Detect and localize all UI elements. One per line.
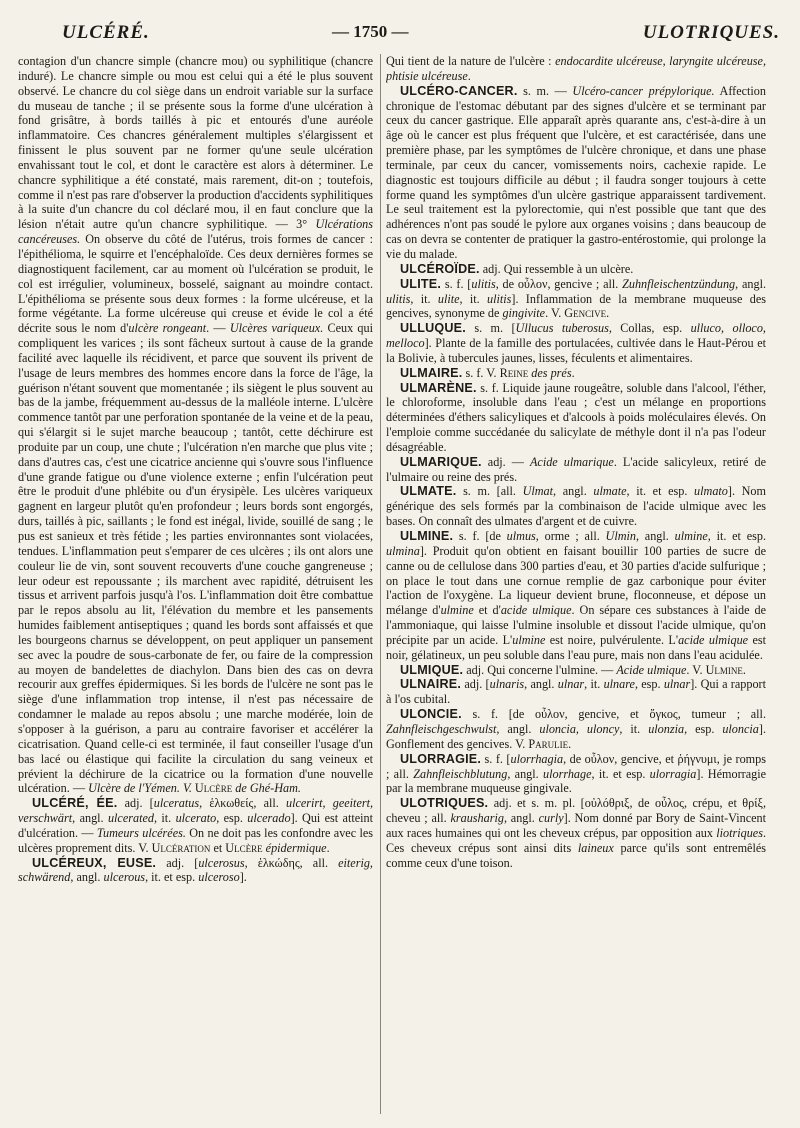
italic-text: ulnar [557,677,585,692]
entry-text: , de οὖλον, gencive ; all. [495,276,623,291]
entry-text: ]. Inflammation de la membrane muqueuse des gencives, synonyme de [386,291,766,321]
entry-text: , angl. [72,811,108,826]
italic-text: ulnare [603,677,635,692]
entry-text: ]. Qui a rapport à l'os cubital. [386,677,766,707]
entry-text: adj. [ [461,677,490,692]
entry-text: et d' [473,603,501,618]
small-caps-reference: Ulcère [194,781,233,796]
italic-text: Ulcérations cancéreuses. [18,217,373,247]
entry-text: s. f. Liquide jaune rougeâtre, soluble dans l'alcool, l'éther, le chloroforme, insoluble dans l'eau ; c'est un mélange en proportions déterminées d'éthers salicyliques et d'alcools à poids moléculaires élevés. On l'emploie comme succédanée du salicylate de méthyle dont il n'a pas l'odeur désagréable. [386,380,766,454]
dictionary-entry [386,752,766,797]
entry-text: , esp. [634,677,664,692]
entry-text: , it. et esp. [145,870,199,885]
italic-text: Ulmat [522,484,554,499]
headword: ULMARIQUE. [400,454,482,469]
entry-text: s. f. [de [453,529,507,543]
italic-text: ulitis [471,276,496,291]
entry-text: s. m. [ [465,321,516,336]
entry-text: ]. Produit qu'on obtient en faisant bouillir 100 parties de sucre de canne ou de cellulose dans 300 parties d'eau, et 30 parties d'acide sulfurique ; on place le tout dans une cornue remplie de gaz carbonique pour éviter l'action de l'oxygène. La liqueur devient brune, floconneuse, et dépose un mélange d' [386,543,766,618]
italic-text: ulorragia [649,766,697,781]
entry-text: s. f. [ [481,751,511,766]
entry-text: adj. [ [117,796,154,811]
entry-text: , it. et esp. [626,484,695,499]
small-caps-reference: Parulie [528,736,569,751]
headword: ULCÉRO-CANCER. [400,83,518,98]
entry-text: Affection chronique de l'estomac débutant par des signes d'ulcère et se terminant par ceux du cancer gastrique. Elle apparaît après quarante ans, c'est-à-dire à un âge où le cancer est plus fréquent que l'ulcère, et est caractérisée, dans une première phase, par les symptômes de l'ulcère chronique, et dans une phase terminale, par ceux du cancer, vomissements noirs, cachexie rapide. Le diagnostic est toujours difficile au début ; il faudra songer toujours à cette forme quand les symptômes d'un ulcère gastrique apparaissent tardivement. Le seul traitement est la pylorectomie, qui n'est possible que tant que des adhérences n'ont pas soudé le pylore aux organes voisins ; dans beaucoup de cas on devra se contenter de pratiquer la gastro-entérostomie, qui prolonge la vie du malade. [386,83,766,261]
italic-text: des prés [531,365,572,380]
dictionary-entry [386,262,766,277]
italic-text: Ulcéro-cancer prépylorique. [572,83,715,98]
entry-text: . [467,68,471,83]
entry-text: . On sépare ces substances à l'aide de l'ammoniaque, qui laisse l'ulmine insoluble et dissout l'acide ulmique, qu'on précipite par un acide. L' [386,603,766,647]
entry-text: adj. Qui concerne l'ulmine. — [463,662,617,677]
entry-text: , angl. [636,529,675,543]
italic-text: Ulmin [605,529,636,543]
headword: ULMARÈNE. [400,380,477,395]
headword: ULITE. [400,276,442,291]
right-column [386,54,766,1114]
italic-text: liotriques [716,825,763,840]
entry-text: Ceux qui compliquent les varices ; ils sont fâcheux surtout à cause de la grande facilité avec laquelle ils récidivent, et parce que souvent ils privent de l'usage de leurs membres des hommes encore dans la force de l'âge, la guérison n'étant souvent que momentanée ; ils siègent le plus souvent au bas de la jambe, fréquemment au-dessus de la malléole interne. L'ulcère commence tantôt par une perforation spontanée de la veine et de la peau, qui s'élargit si le sujet marche beaucoup ; tantôt, cette déchirure est produite par un coup, une chute ; l'ulcération n'en marche que plus vite ; dans d'autres cas, c'est une cicatrice ancienne qui s'ouvre sous l'influence d'une grande fatigue ou d'une violence externe ; enfin l'ulcération peut être le produit d'une phlébite ou d'un érysipèle. Les ulcères variqueux gagnent en largeur plutôt qu'en profondeur ; leurs bords sont engorgés, durs, taillés à pic, saillants ; le fond est inégal, livide, souillé de sang ; le pus est sanieux et très fétide ; les parties environnantes sont violacées, tendues. L'inflammation peut s'emparer de ces ulcères ; ils ont alors une couleur lie de vin, sont souvent recouverts d'une couche gangreneuse ; leur odeur est repoussante ; ils marchent avec rapidité, détruisent les tissus et arrivent parfois jusqu'à l'os. L'inflammation doit être combattue par le repos absolu au lit, l'élévation du membre et les pansements humides faiblement antiseptiques ; quand les bords sont affaissés et que les bourgeons charnus se développent, on peut appliquer un pansement sec avec la poudre de sous-carbonate de fer, ou faire de la compression au moyen de bandelettes de diachylon. Dans bien des cas on devra recourir aux greffes épidermiques. Si les bords de l'ulcère ne sont pas le siège d'une inflammation trop intense, il n'est pas nécessaire de condamner le malade au repos absolu ; une marche modérée, loin de s'opposer à la guérison, a paru au contraire favoriser et accélérer la cicatrisation. Quand celle-ci est terminée, il faut conseiller l'usage d'un bas lacé ou élastique qui facilite la circulation du sang veineux et prévient la déchirure de la cicatrice ou la formation d'une nouvelle ulcération. — [18,321,373,796]
entry-text: s. m. — [517,83,573,98]
italic-text: acide ulmique [678,632,749,647]
entry-text: , it. [410,291,438,306]
small-caps-reference: Ulmine [705,662,743,677]
entry-text: . [571,365,575,380]
entry-text: . Ces cheveux crépus sont ainsi dits [386,825,766,855]
entry-text: , Collas, esp. [608,321,691,336]
entry-text: ]. Nom donné par Bory de Saint-Vincent aux races humaines qui ont les cheveux crépus, par opposition aux [386,811,766,840]
italic-text: ulcerirt, geeitert, verschwärt [18,796,373,826]
entry-text: adj. — [481,454,530,469]
italic-text: ulceroso [198,870,240,885]
headword: ULCÉREUX, EUSE. [32,855,157,870]
small-caps-reference: Ulcère [225,840,263,855]
entry-text: , angl. [524,677,558,692]
entry-text: parce qu'ils sont entremêlés comme ceux d'une toison. [386,840,766,870]
italic-text: Acide ulmique [616,662,687,677]
headword: ULMAIRE. [400,365,463,380]
italic-text: Zuhnfleischentzündung [622,276,736,291]
entry-text: s. f. V. [462,365,500,380]
dictionary-entry [386,84,766,262]
italic-text: ulmine [512,632,546,647]
italic-text: curly [538,811,564,826]
italic-text: de Ghé-Ham. [232,781,301,796]
italic-text: ulcerosus [198,855,245,870]
italic-text: ulnar [663,677,691,692]
entry-text: , angl. [496,721,540,736]
running-header [0,16,800,50]
italic-text: endocardite ulcéreuse, laryngite ulcéreuse, phtisie ulcéreuse [386,54,766,83]
entry-text: , angl. [70,870,104,885]
italic-text: ulcerato [175,811,217,826]
entry-text: , it. et esp. [707,529,766,543]
headword: ULONCIE. [400,707,462,722]
italic-text: uloncia [722,721,759,736]
headword: ULMINE. [400,529,454,543]
entry-text: , angl. [735,276,766,291]
small-caps-reference: Reine [499,365,529,380]
entry-text: , angl. [507,766,543,781]
entry-text: On observe du côté de l'utérus, trois formes de cancer : l'épithélioma, le squirre et l'encéphaloïde. Ces deux dernières formes se diagnostiquent facilement, car au moment où l'ulcération se produit, le col est irrégulier, volumineux, bosselé, saignant au moindre contact. L'épithélioma se présente sous deux formes : la forme ulcéreuse, et la forme végétante. La forme ulcéreuse qui creuse et évide le col a été décrite sous le nom d' [18,232,373,336]
italic-text: ulcère rongeant [128,321,207,336]
italic-text: ulcerado [247,811,291,826]
italic-text: ulluco, olloco, melloco [386,321,766,351]
italic-text: Zahnfleischgeschwulst [386,721,497,736]
entry-text: est noire, pulvérulente. L' [545,632,679,647]
entry-text: adj. [ [156,855,199,870]
italic-text: Tumeurs ulcérées. [96,825,186,840]
headword: ULCÉRÉ, ÉE. [32,796,118,811]
entry-text: , ἑλκώδης, all. [244,855,339,870]
entry-text: , it. et esp. [591,766,650,781]
italic-text: ulitis [386,291,411,306]
italic-text: ulmine [440,603,474,618]
italic-text: ulitis [487,291,512,306]
entry-text: , esp. [684,721,723,736]
entry-text: s. m. [all. [456,484,523,499]
dictionary-entry [18,796,373,855]
italic-text: Zahnfleischblutung [413,766,508,781]
headword: ULMATE. [400,484,457,499]
entry-text: . — [206,321,230,336]
left-column [18,54,373,1114]
entry-continuation [18,54,373,796]
italic-text: Ulcères variqueux. [229,321,324,336]
headword: ULNAIRE. [400,677,462,692]
entry-text: . [606,306,610,321]
entry-text: . [568,736,572,751]
dictionary-entry [386,663,766,678]
entry-text: , orme ; all. [535,529,606,543]
italic-text: ulnaris [489,677,525,692]
entry-text: . [326,840,330,855]
entry-text: adj. Qui ressemble à un ulcère. [479,261,634,276]
italic-text: ulorrhagia [510,751,564,766]
entry-text: . L'acide salicyleux, retiré de l'ulmaire ou reine des prés. [386,454,766,484]
small-caps-reference: Ulcération [151,840,211,855]
italic-text: ulmate [593,484,627,499]
entry-text: , it. [619,721,649,736]
dictionary-entry [386,677,766,707]
headword: ULCÉROÏDE. [400,261,480,276]
headword: ULOTRIQUES. [400,796,489,811]
header-right-guideword: ULOTRIQUES. [642,22,780,43]
dictionary-entry [386,484,766,529]
italic-text: ulite [437,291,460,306]
entry-text: ]. Plante de la famille des portulacées, cultivée dans le Haut-Pérou et la Bolivie, à tubercules jaunes, lisses, féculents et alimentaires. [386,336,766,365]
italic-text: ulorrhage [543,766,592,781]
entry-text: , angl. [503,811,539,826]
column-divider [380,54,381,1114]
italic-text: ulmato [694,484,728,499]
dictionary-entry [386,707,766,752]
dictionary-entry [386,455,766,485]
header-left-guideword: ULCÉRÉ. [62,22,150,43]
entry-text: ]. Qui est atteint d'ulcération. — [18,811,373,840]
entry-text: s. f. [ [441,276,472,291]
entry-text: ]. Gonflement des gencives. V. [386,721,766,751]
italic-text: krausharig [450,811,504,826]
italic-text: Acide ulmarique [529,454,614,469]
entry-text: . V. [545,306,565,321]
dictionary-entry [386,529,766,663]
entry-text: . [742,662,746,677]
entry-continuation [386,54,766,84]
dictionary-entry [386,366,766,381]
dictionary-entry [18,856,373,886]
entry-text: ]. Hémorragie par la membrane muqueuse gingivale. [386,766,766,796]
entry-text: , it. [153,811,176,826]
entry-text: ]. [239,870,247,885]
italic-text: eiterig, schwärend [18,855,373,885]
entry-text: et [210,840,226,855]
italic-text: laineux [577,840,614,855]
italic-text: ulcerous [103,870,146,885]
dictionary-entry [386,321,766,366]
italic-text: Ullucus tuberosus [515,321,609,336]
entry-text: , de οὖλον, gencive, et ῥήγνυμι, je romps ; all. [386,751,766,781]
italic-text: ulceratus [153,796,200,811]
entry-text: s. f. [de οὖλον, gencive, et ὄγκος, tumeur ; all. [461,707,766,722]
italic-text: épidermique [265,840,327,855]
entry-text: ]. Nom générique des sels formés par la combinaison de l'acide ulmique avec les bases. On connaît des ulmates d'argent et de cuivre. [386,484,766,529]
italic-text: ulmus [506,529,536,543]
dictionary-entry [386,277,766,322]
entry-text: , ἑλκωθείς, all. [199,796,286,811]
small-caps-reference: Gencive [564,306,607,321]
entry-text: , it. [459,291,487,306]
entry-text: , esp. [216,811,248,826]
dictionary-entry [386,796,766,870]
dictionary-entry [386,381,766,455]
italic-text: gingivite [502,306,546,321]
entry-text: Qui tient de la nature de l'ulcère : [386,54,556,68]
italic-text: ulcerated [107,811,154,826]
entry-text: , it. [584,677,604,692]
italic-text: ulmine [674,529,708,543]
italic-text: acide ulmique [500,603,572,618]
italic-text: ulonzia [648,721,685,736]
entry-text: contagion d'un chancre simple (chancre mou) ou syphilitique (chancre induré). Le chancre simple ou mou est celui qui a été le plus souvent observé. Le chancre du col siège dans un endroit variable sur la surface du museau de tanche ; il se présente sous la forme d'une ulcération à fond grisâtre, à bords taillés à pic et entourés d'une auréole inflammatoire. Ces chancres généralement multiples s'élargissent et finissent le plus souvent par ne former qu'une seule ulcération envahissant tout le col, et dont le caractère est alors à déterminer. Le chancre syphilitique a été constaté, mais rarement, dit-on ; toutefois, comme il n'est pas rare d'observer la production d'accidents syphilitiques à la suite d'un chancre du col déclaré mou, il en faut conclure que la lésion n'était autre qu'un chancre syphilitique. — 3° [18,54,373,232]
headword: ULLUQUE. [400,321,466,336]
entry-text: . V. [686,662,706,677]
italic-text: ulmina [386,543,420,558]
headword: ULMIQUE. [400,662,464,677]
headword: ULORRAGIE. [400,751,482,766]
entry-text: On ne doit pas les confondre avec les ulcères proprement dits. V. [18,825,373,855]
entry-text: adj. et s. m. pl. [οὐλόθριξ, de οὖλος, crépu, et θρίξ, cheveu ; all. [386,796,766,826]
entry-text: est noir, gélatineux, un peu soluble dans l'eau pure, mais non dans l'eau acidulée. [386,632,766,662]
italic-text: uloncia, uloncy [539,721,620,736]
italic-text: Ulcère de l'Yémen. V. [88,781,195,796]
entry-text: , angl. [553,484,594,499]
page-number: — 1750 — [332,22,409,41]
